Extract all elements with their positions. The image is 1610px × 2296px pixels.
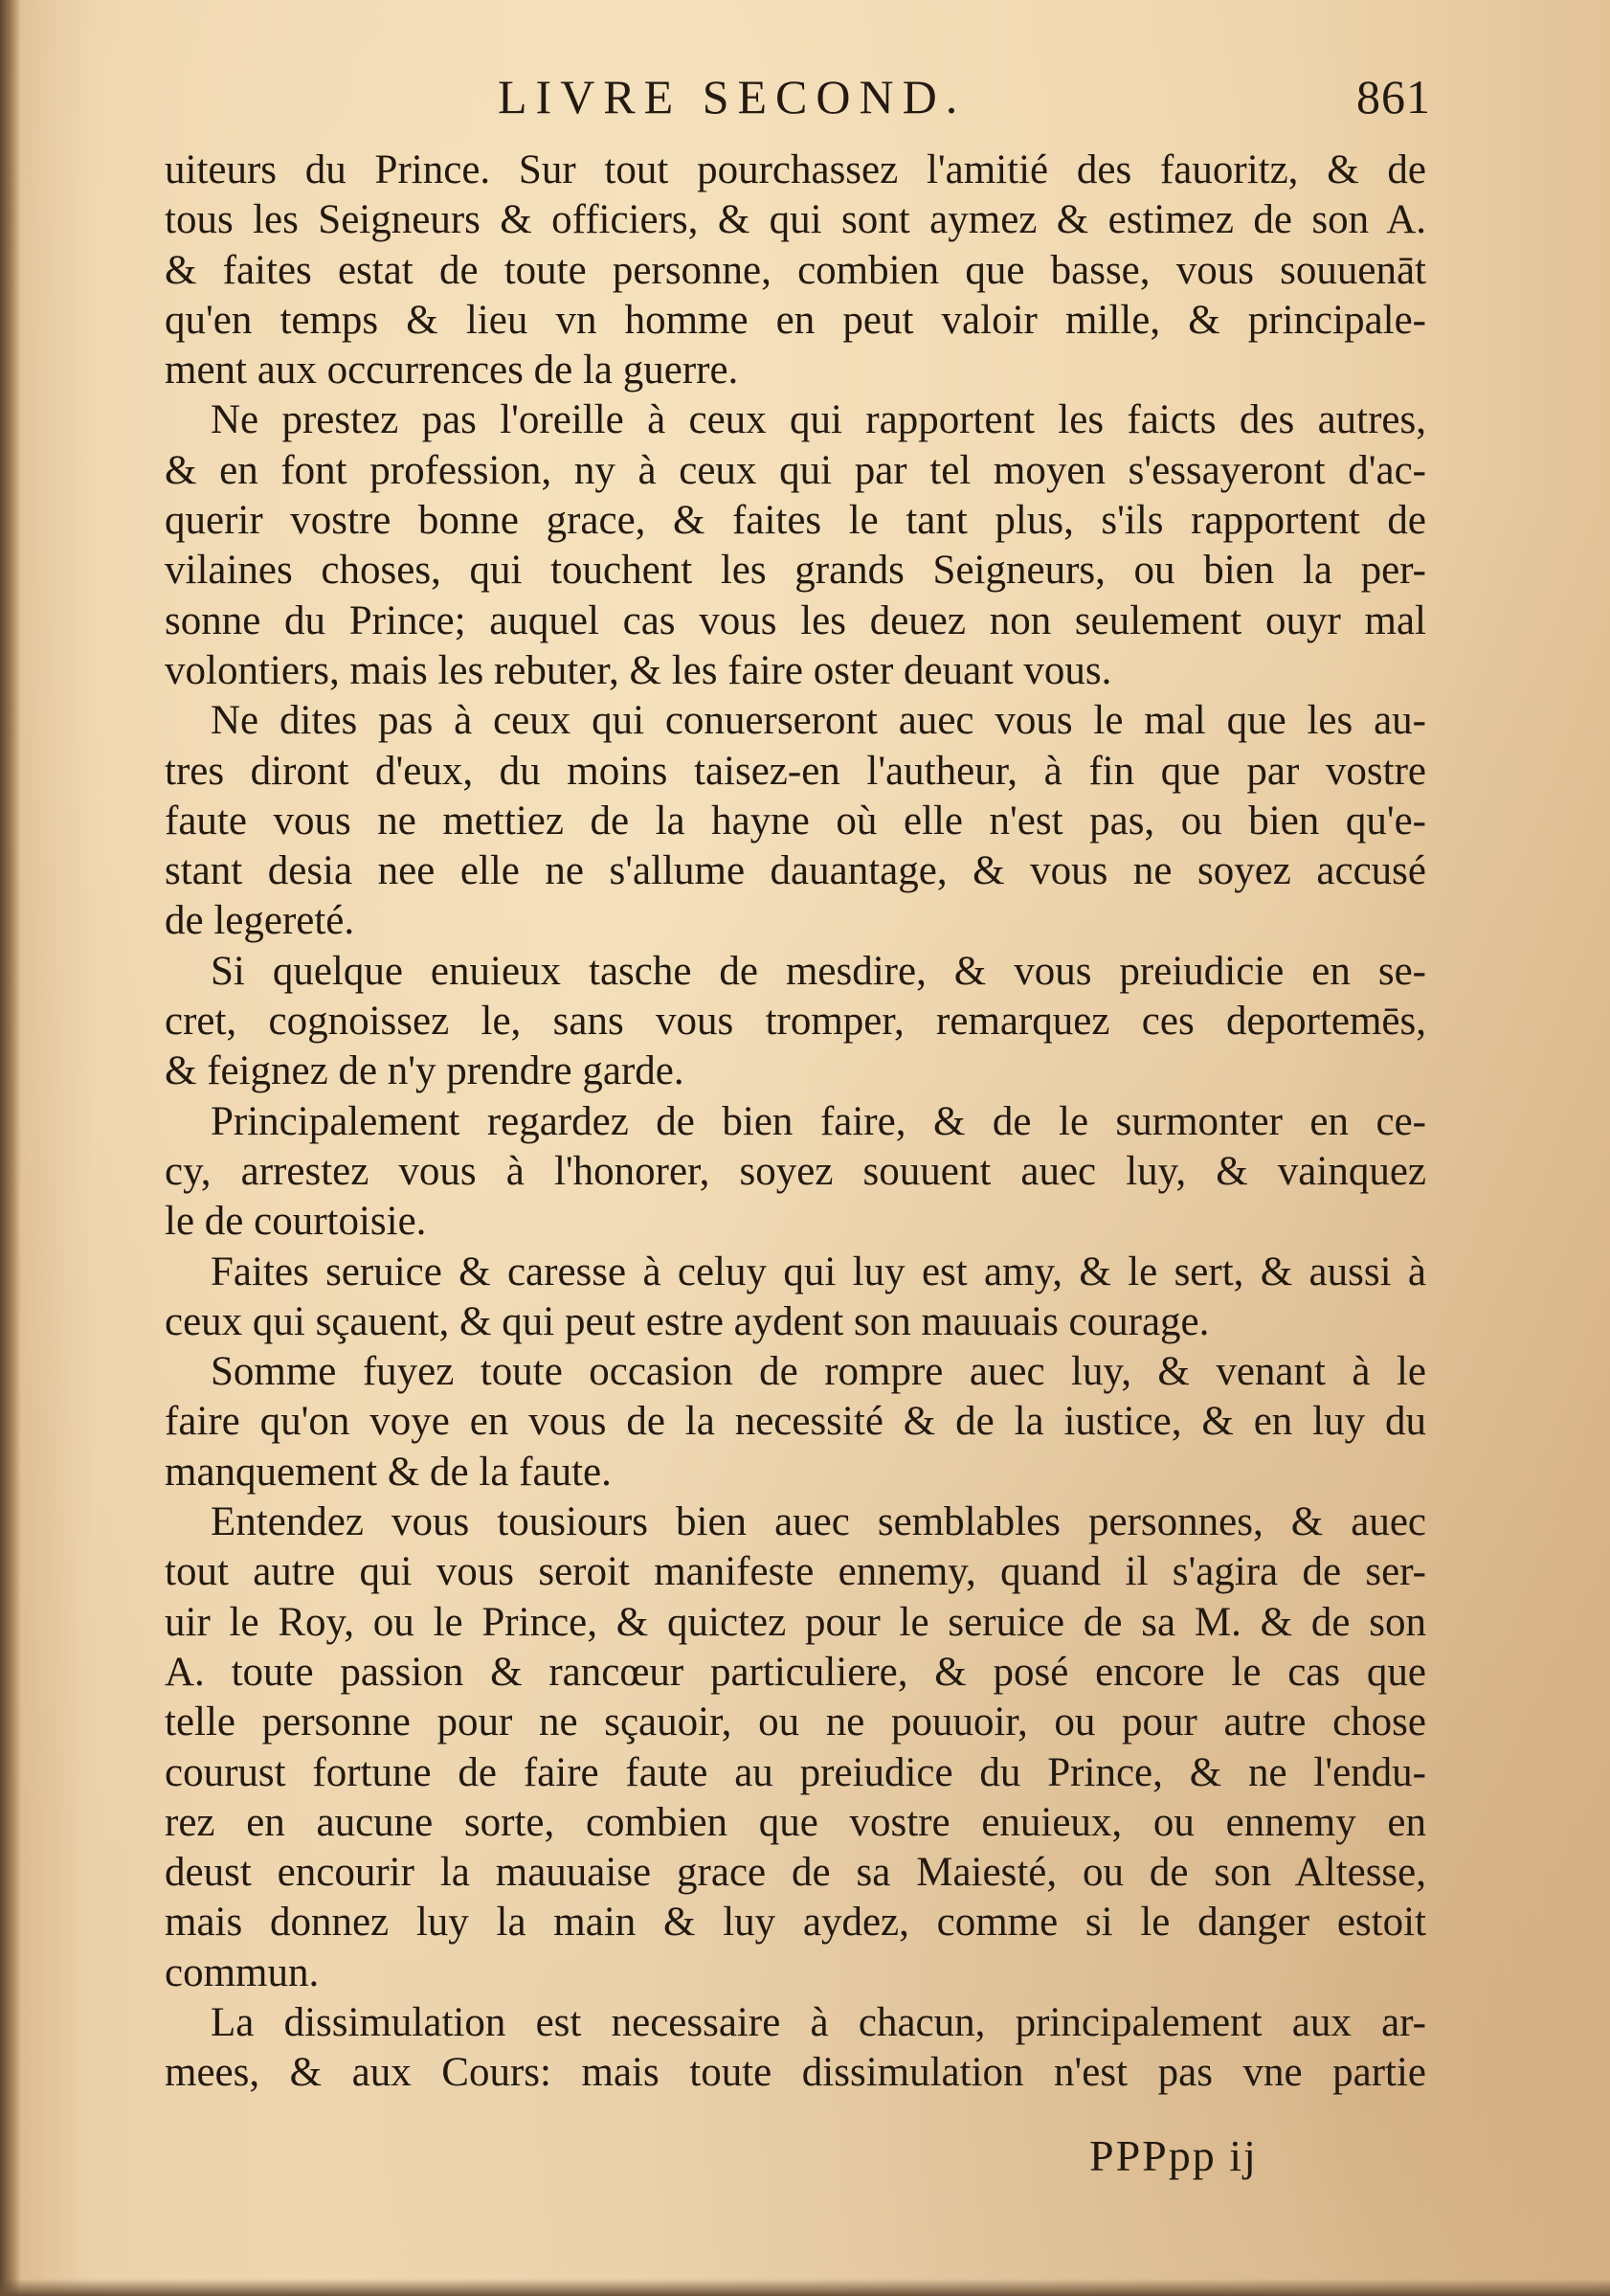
page-bottom-shadow [0, 2279, 1610, 2296]
text-line: uiteurs du Prince. Sur tout pourchassez l'amitié des fauoritz, & de [165, 147, 1426, 192]
page-header [168, 69, 1431, 136]
text-line: A. toute passion & rancœur particuliere, & posé encore le cas que [165, 1649, 1426, 1695]
text-line: volontiers, mais les rebuter, & les faire oster deuant vous. [165, 647, 1112, 693]
text-line: cret, cognoissez le, sans vous tromper, remarquez ces deportemēs, [165, 999, 1426, 1045]
paragraph-start-line: Ne prestez pas l'oreille à ceux qui rapportent les faicts des autres, [211, 397, 1426, 443]
text-line: uir le Roy, ou le Prince, & quictez pour le seruice de sa M. & de son [165, 1599, 1426, 1645]
text-line: tout autre qui vous seroit manifeste ennemy, quand il s'agira de ser- [165, 1549, 1426, 1595]
paragraph-start-line: Somme fuyez toute occasion de rompre auec luy, & venant à le [211, 1349, 1426, 1395]
text-line: tres diront d'eux, du moins taisez-en l'autheur, à fin que par vostre [165, 748, 1426, 794]
text-line: faute vous ne mettiez de la hayne où elle n'est pas, ou bien qu'e- [165, 798, 1426, 844]
text-line: mais donnez luy la main & luy aydez, comme si le danger estoit [165, 1900, 1426, 1946]
signature-mark: PPPpp ij [1089, 2131, 1258, 2180]
body-text [165, 146, 1426, 2099]
text-line: & feignez de n'y prendre garde. [165, 1048, 684, 1094]
text-line: & faites estat de toute personne, combien que basse, vous souuenāt [165, 247, 1426, 293]
text-line: telle personne pour ne sçauoir, ou ne pouuoir, ou pour autre chose [165, 1699, 1426, 1745]
text-line: de legereté. [165, 898, 355, 944]
page-binding-shadow [0, 0, 21, 2296]
text-line: mees, & aux Cours: mais toute dissimulation n'est pas vne partie [165, 2050, 1426, 2096]
text-line: deust encourir la mauuaise grace de sa Maiesté, ou de son Altesse, [165, 1850, 1426, 1896]
paragraph-start-line: Ne dites pas à ceux qui conuerseront auec vous le mal que les au- [211, 698, 1426, 744]
paragraph-start-line: La dissimulation est necessaire à chacun, principalement aux ar- [211, 1999, 1426, 2045]
text-line: rez en aucune sorte, combien que vostre enuieux, ou ennemy en [165, 1799, 1426, 1845]
text-line: courust fortune de faire faute au preiudice du Prince, & ne l'endu- [165, 1749, 1426, 1795]
text-line: tous les Seigneurs & officiers, & qui sont aymez & estimez de son A. [165, 197, 1426, 243]
text-line: stant desia nee elle ne s'allume dauantage, & vous ne soyez accusé [165, 848, 1426, 894]
text-line: qu'en temps & lieu vn homme en peut valoir mille, & principale- [165, 297, 1426, 343]
text-line: vilaines choses, qui touchent les grands Seigneurs, ou bien la per- [165, 548, 1426, 594]
text-line: & en font profession, ny à ceux qui par tel moyen s'essayeront d'ac- [165, 447, 1426, 493]
page-number: 861 [1356, 70, 1431, 124]
text-line: le de courtoisie. [165, 1199, 427, 1245]
text-line: manquement & de la faute. [165, 1449, 612, 1495]
text-line: ment aux occurrences de la guerre. [165, 348, 739, 394]
text-line: commun. [165, 1949, 320, 1995]
text-line: querir vostre bonne grace, & faites le tant plus, s'ils rapportent de [165, 498, 1426, 544]
text-line: ceux qui sçauent, & qui peut estre aydent son mauuais courage. [165, 1298, 1210, 1344]
text-line: faire qu'on voye en vous de la necessité & de la iustice, & en luy du [165, 1399, 1426, 1445]
text-line: cy, arrestez vous à l'honorer, soyez souuent auec luy, & vainquez [165, 1148, 1426, 1194]
paragraph-start-line: Principalement regardez de bien faire, & de le surmonter en ce- [211, 1098, 1426, 1144]
paragraph-start-line: Faites seruice & caresse à celuy qui luy est amy, & le sert, & aussi à [211, 1249, 1426, 1294]
running-title: LIVRE SECOND. [498, 70, 967, 124]
text-line: sonne du Prince; auquel cas vous les deuez non seulement ouyr mal [165, 597, 1426, 643]
paragraph-start-line: Si quelque enuieux tasche de mesdire, & vous preiudicie en se- [211, 948, 1426, 994]
paragraph-start-line: Entendez vous tousiours bien auec semblables personnes, & auec [211, 1499, 1426, 1545]
